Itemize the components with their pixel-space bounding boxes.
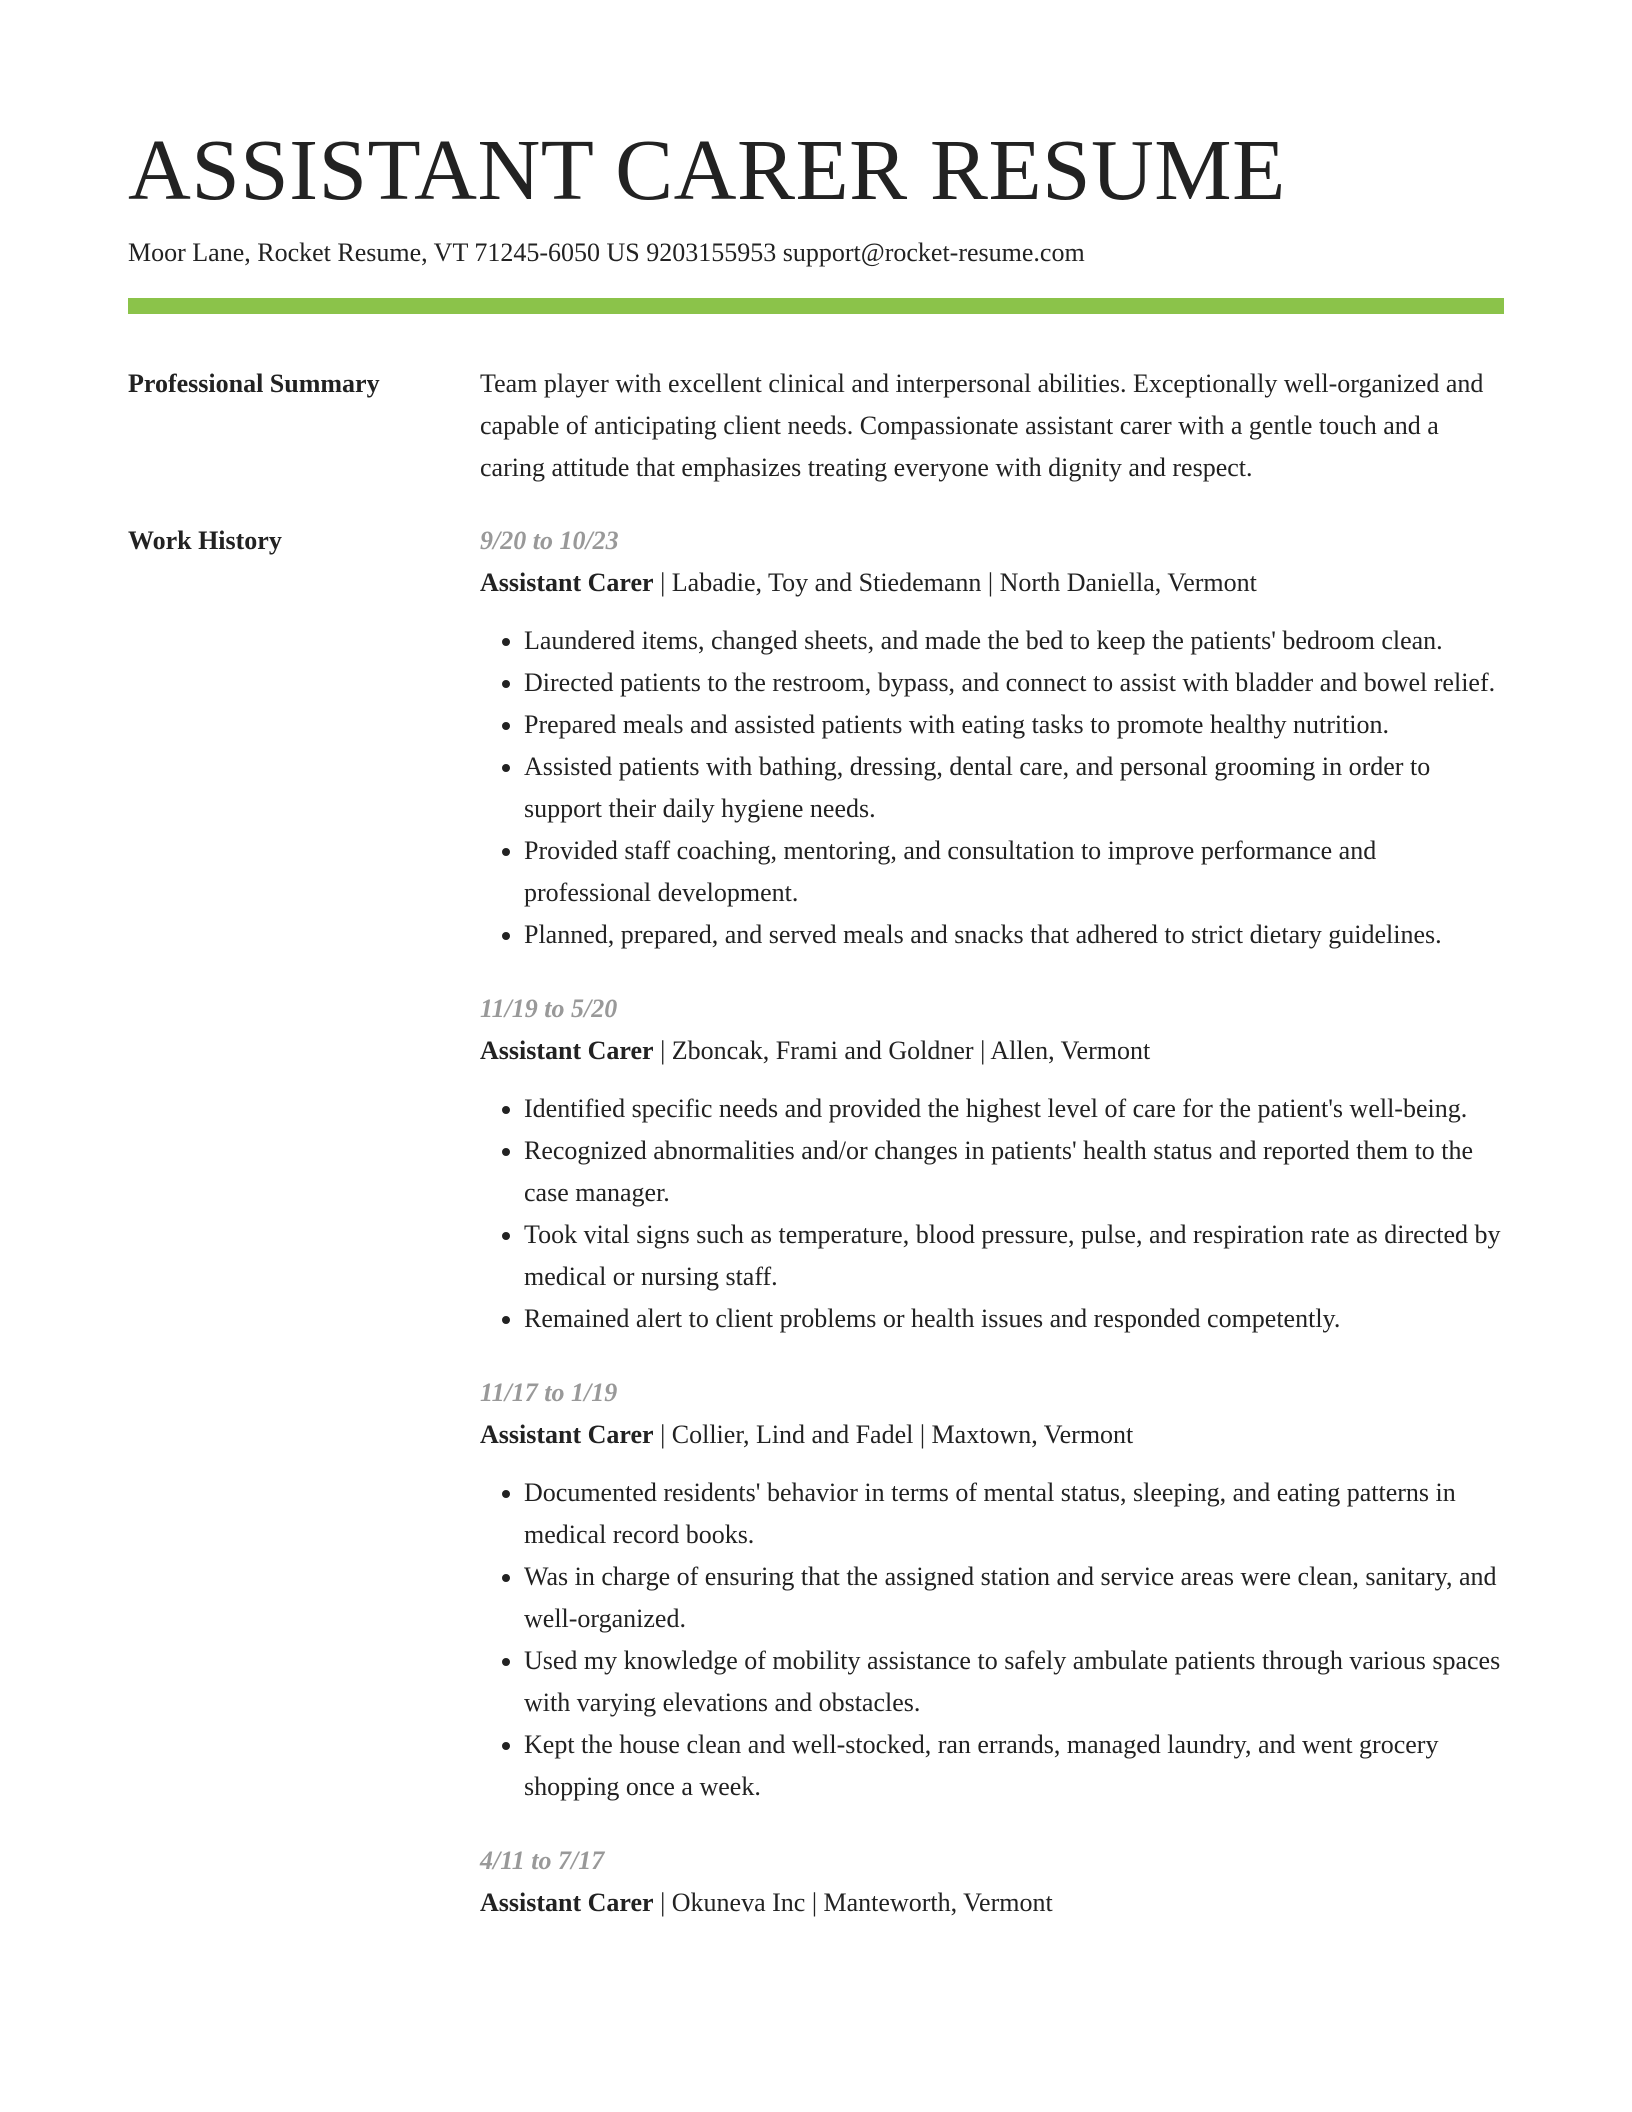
job-title: Assistant Carer: [480, 568, 654, 597]
contact-line: Moor Lane, Rocket Resume, VT 71245-6050 US 9203155953 support@rocket-resume.com: [128, 238, 1085, 267]
job-title: Assistant Carer: [480, 1888, 654, 1917]
job-bullets: [480, 1472, 1504, 1808]
job-bullets: [480, 620, 1504, 956]
job-bullet: • Remained alert to client problems or health issues and responded competently.: [524, 1298, 1504, 1340]
job-details: | Zboncak, Frami and Goldner | Allen, Vermont: [653, 1036, 1151, 1065]
job-line: [480, 562, 1504, 604]
job-title: Assistant Carer: [480, 1420, 654, 1449]
job-dates: 11/17 to 1/19: [480, 1378, 618, 1407]
job-bullet: • Documented residents' behavior in terms of mental status, sleeping, and eating patterns in medical record books.: [524, 1472, 1504, 1556]
job-bullet: • Identified specific needs and provided the highest level of care for the patient's well-being.: [524, 1088, 1504, 1130]
job-entry: [480, 1840, 1504, 1924]
job-bullet: • Kept the house clean and well-stocked, ran errands, managed laundry, and went grocery shopping once a week.: [524, 1724, 1504, 1808]
job-bullets: [480, 1088, 1504, 1340]
job-details: | Okuneva Inc | Manteworth, Vermont: [653, 1888, 1053, 1917]
job-entry: [480, 520, 1504, 956]
summary-label: Professional Summary: [128, 369, 380, 398]
job-bullet: • Laundered items, changed sheets, and made the bed to keep the patients' bedroom clean.: [524, 620, 1504, 662]
job-bullet: • Prepared meals and assisted patients with eating tasks to promote healthy nutrition.: [524, 704, 1504, 746]
header-divider: [128, 298, 1504, 314]
job-bullet: • Used my knowledge of mobility assistance to safely ambulate patients through various spaces with varying elevations and obstacles.: [524, 1640, 1504, 1724]
job-dates: 4/11 to 7/17: [480, 1846, 605, 1875]
page-title: ASSISTANT CARER RESUME: [128, 121, 1286, 218]
job-dates: 11/19 to 5/20: [480, 994, 618, 1023]
summary-text: Team player with excellent clinical and interpersonal abilities. Exceptionally well-organized and capable of anticipating client needs. Compassionate assistant carer with a gentle touch and a caring attitude that emphasizes treating everyone with dignity and respect.: [480, 369, 1484, 482]
work-history-section: [128, 520, 1504, 1924]
job-bullet: • Was in charge of ensuring that the assigned station and service areas were clean, sanitary, and well-organized.: [524, 1556, 1504, 1640]
work-history-list: [480, 520, 1504, 1924]
job-title: Assistant Carer: [480, 1036, 654, 1065]
job-bullet: • Recognized abnormalities and/or changes in patients' health status and reported them to the case manager.: [524, 1130, 1504, 1214]
job-entry: [480, 1372, 1504, 1808]
work-history-label: Work History: [128, 526, 282, 555]
job-bullet: • Provided staff coaching, mentoring, and consultation to improve performance and professional development.: [524, 830, 1504, 914]
job-dates: 9/20 to 10/23: [480, 526, 619, 555]
job-line: [480, 1030, 1504, 1072]
job-bullet: • Directed patients to the restroom, bypass, and connect to assist with bladder and bowel relief.: [524, 662, 1504, 704]
job-line: [480, 1882, 1504, 1924]
job-line: [480, 1414, 1504, 1456]
job-entry: [480, 988, 1504, 1340]
job-bullet: • Took vital signs such as temperature, blood pressure, pulse, and respiration rate as directed by medical or nursing staff.: [524, 1214, 1504, 1298]
job-bullet: • Planned, prepared, and served meals and snacks that adhered to strict dietary guidelines.: [524, 914, 1504, 956]
job-bullet: • Assisted patients with bathing, dressing, dental care, and personal grooming in order to support their daily hygiene needs.: [524, 746, 1504, 830]
job-details: | Collier, Lind and Fadel | Maxtown, Vermont: [653, 1420, 1134, 1449]
job-details: | Labadie, Toy and Stiedemann | North Daniella, Vermont: [653, 568, 1257, 597]
summary-section: [128, 363, 1504, 489]
